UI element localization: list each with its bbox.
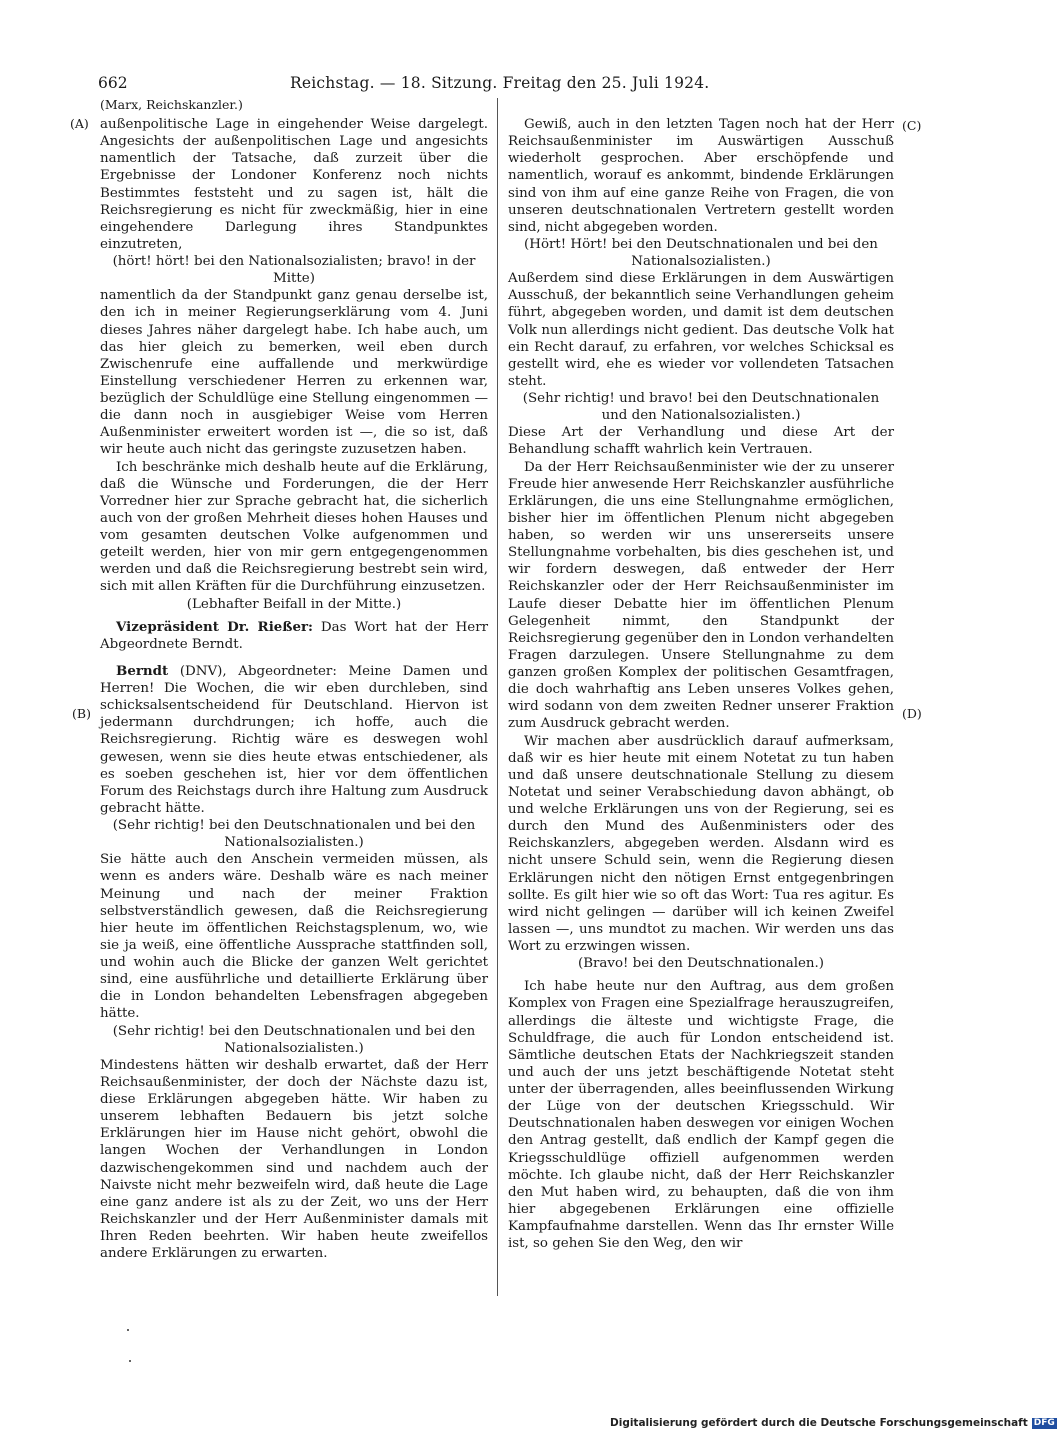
interjection: (Sehr richtig! bei den Deutschnationalen und bei den Nationalsozialisten.) bbox=[112, 1023, 476, 1056]
speaker-name: Berndt bbox=[116, 662, 169, 679]
paragraph: Gewiß, auch in den letzten Tagen noch hat der Herr Reichsaußenminister im Auswärtigen Ausschuß wiederholt gesprochen. Aber erschöpfende und namentlich, worauf es ankommt, bindende Erklärungen sind von ihm auf eine ganze Reihe von Fragen, die von unseren deutschnationalen Vertretern gestellt worden sind, nicht abgegeben worden. bbox=[508, 117, 894, 235]
speaker-continuation-tag: (Marx, Reichskanzler.) bbox=[100, 97, 243, 112]
paragraph: Sie hätte auch den Anschein vermeiden müssen, als wenn es anders wäre. Deshalb wäre es nach meiner Meinung und nach der meiner Fraktion selbstverständlich gewesen, daß die Reichsregierung hier heute im öffentlichen Reichstagsplenum, wo, wie sie ja weiß, eine öffentliche Aussprache stattfinden soll, und wohin auch die Blicke der ganzen Welt gerichtet sind, eine ausführliche und detaillierte Erklärung über die in London behandelten Lebensfragen abgegeben hätte. bbox=[100, 852, 488, 1022]
paragraph-text: Das Wort hat der Herr Abgeordnete Berndt. bbox=[100, 619, 488, 652]
paragraph: Ich habe heute nur den Auftrag, aus dem großen Komplex von Fragen eine Spezialfrage herauszugreifen, allerdings die älteste und wichtigste Frage, die Schuldfrage, die auch für London entscheidend ist. Sämtliche deutschen Etats der Nachkriegszeit standen und auch der uns jetzt beschäftigende Notetat steht unter der überragenden, alles beeinflussenden Wirkung der Lüge von der deutschen Kriegsschuld. Wir Deutschnationalen haben deswegen vor einigen Wochen den Antrag gestellt, daß endlich der Kampf gegen die Kriegsschuldlüge offiziell aufgenommen werden möchte. Ich glaube nicht, daß der Herr Reichskanzler den Mut haben wird, zu behaupten, daß die von ihm hier abgegebenen Erklärungen eine offizielle Kampfaufnahme darstellen. Wenn das Ihr ernster Wille ist, so gehen Sie den Weg, den wir bbox=[508, 979, 894, 1252]
credit-text: Digitalisierung gefördert durch die Deutsche Forschungsgemeinschaft bbox=[610, 1417, 1028, 1429]
paragraph bbox=[100, 619, 488, 653]
page-header bbox=[98, 72, 898, 96]
paragraph: Ich beschränke mich deshalb heute auf die Erklärung, daß die Wünsche und Forderungen, die der Herr Vorredner hier zur Sprache gebracht hat, die sicherlich auch von der großen Mehrheit dieses hohen Hauses und vom gesamten deutschen Volke aufgenommen und geteilt werden, hier von mir gern entgegengenommen werden und daß die Reichsregierung bestrebt sein wird, sich mit allen Kräften für die Durchführung einzusetzen. bbox=[100, 459, 488, 595]
paragraph: namentlich da der Standpunkt ganz genau derselbe ist, den ich in meiner Regierungserklärung vom 4. Juni dieses Jahres näher dargelegt habe. Ich habe auch, um das hier gleich zu bemerken, weil eben durch Zwischenrufe eine auffallende und merkwürdige Einstellung verschiedener Herren zu erkennen war, bezüglich der Schuldlüge eine Stellung eingenommen — die dann noch in ausgiebiger Weise vom Herren Außenminister erweitert worden ist —, die so ist, daß wir heute auch nicht das geringste zuzusetzen haben. bbox=[100, 288, 488, 458]
paragraph: Außerdem sind diese Erklärungen in dem Auswärtigen Ausschuß, der bekanntlich seine Verhandlungen geheim führt, abgegeben worden, und damit ist dem deutschen Volk nun allerdings nicht gedient. Das deutsche Volk hat ein Recht darauf, zu erfahren, vor welches Schicksal es gestellt wird, ehe es wieder vor vollendeten Tatsachen steht. bbox=[508, 271, 894, 389]
digitization-credit bbox=[610, 1417, 1055, 1429]
speaker-name: Vizepräsident Dr. Rießer: bbox=[116, 618, 313, 635]
margin-mark-c: (C) bbox=[902, 118, 922, 133]
dfg-logo: DFG bbox=[1033, 1417, 1055, 1428]
paragraph: Diese Art der Verhandlung und diese Art der Behandlung schafft wahrlich kein Vertrauen. bbox=[508, 425, 894, 458]
paragraph-text: (DNV), Abgeordneter: Meine Damen und Herren! Die Wochen, die wir eben durchleben, sind schicksalsentscheidend für Deutschland. Hiervon ist jedermann durchdrungen; ich hoffe, auch die Reichsregierung. Richtig wäre es deswegen wohl gewesen, wenn sie dies heute etwas entschiedener, als es soeben geschehen ist, hier vor dem öffentlichen Forum des Reichstags durch ihre Haltung zum Ausdruck gebracht hätte. bbox=[100, 663, 488, 816]
paragraph: außenpolitische Lage in eingehender Weise dargelegt. Angesichts der außenpolitischen Lage und angesichts namentlich der Tatsache, daß zurzeit über die Ergebnisse der Londoner Konferenz noch nichts Bestimmtes feststeht und zu sagen ist, hält die Reichsregierung es nicht für zweckmäßig, hier in eine eingehendere Darlegung ihres Standpunktes einzutreten, bbox=[100, 117, 488, 252]
page-number: 662 bbox=[98, 74, 128, 92]
left-column bbox=[100, 116, 488, 1262]
interjection: (Bravo! bei den Deutschnationalen.) bbox=[577, 956, 825, 972]
margin-mark-d: (D) bbox=[902, 706, 922, 721]
paragraph: Da der Herr Reichsaußenminister wie der zu unserer Freude hier anwesende Herr Reichskanzler ausführliche Erklärungen, die uns eine Stellungnahme ermöglichen, bisher hier im öffentlichen Plenum nicht abgegeben haben, so werden wir uns unsererseits unsere Stellungnahme vorbehalten, bis dies geschehen ist, und wir fordern deswegen, daß entweder der Herr Reichskanzler oder der Herr Reichsaußenminister im Laufe dieser Debatte hier im öffentlichen Plenum Gelegenheit nimmt, den Standpunkt der Reichsregierung gegenüber den in London verhandelten Fragen darzulegen. Unsere Stellungnahme zu dem ganzen großen Komplex der politischen Gesamtfragen, die doch wahrhaftig ans Leben unseres Volkes gehen, wird sodann von dem zweiten Redner unserer Fraktion zum Ausdruck gebracht werden. bbox=[508, 459, 894, 732]
column-divider bbox=[497, 98, 498, 1296]
paragraph: Wir machen aber ausdrücklich darauf aufmerksam, daß wir es hier heute mit einem Notetat zu tun haben und daß unsere deutschnationale Stellung zu diesem Notetat und seiner Verabschiedung davon abhängt, ob und welche Erklärungen uns von der Regierung, sei es durch den Mund des Außenministers oder des Reichskanzlers, abgegeben werden. Alsdann wird es nicht unsere Schuld sein, wenn die Regierung diesen Erklärungen nicht den nötigen Ernst entgegenbringen sollte. Es gilt hier wie so oft das Wort: Tua res agitur. Es wird nicht gelingen — darüber will ich keinen Zweifel lassen —, uns mundtot zu machen. Wir werden uns das Wort zu erzwingen wissen. bbox=[508, 733, 894, 954]
interjection: (Sehr richtig! bei den Deutschnationalen und bei den Nationalsozialisten.) bbox=[112, 818, 476, 851]
page-running-title: Reichstag. — 18. Sitzung. Freitag den 25. Juli 1924. bbox=[290, 74, 710, 92]
margin-mark-b: (B) bbox=[72, 706, 91, 721]
interjection: (Sehr richtig! und bravo! bei den Deutschnationalen und den Nationalsozialisten.) bbox=[522, 391, 880, 424]
interjection: (Hört! Hört! bei den Deutschnationalen und bei den Nationalsozialisten.) bbox=[524, 236, 878, 269]
interjection: (hört! hört! bei den Nationalsozialisten; bravo! in der Mitte) bbox=[112, 254, 476, 287]
print-speck bbox=[127, 1329, 129, 1331]
paragraph: Mindestens hätten wir deshalb erwartet, daß der Herr Reichsaußenminister, der doch der Nächste dazu ist, diese Erklärungen abgegeben hätte. Wir haben zu unserem lebhaften Bedauern bis jetzt solche Erklärungen hier im Hause nicht gehört, obwohl die langen Wochen der Verhandlungen in London dazwischengekommen sind und nachdem auch der Naivste nicht mehr bezweifeln wird, daß heute die Lage eine ganz andere ist als zu der Zeit, wo uns der Herr Reichskanzler und der Herr Außenminister damals mit Ihren Reden beehrten. Wir haben heute zweifellos andere Erklärungen zu erwarten. bbox=[100, 1057, 488, 1262]
interjection: (Lebhafter Beifall in der Mitte.) bbox=[186, 596, 402, 612]
paragraph bbox=[100, 663, 488, 817]
print-speck bbox=[129, 1360, 131, 1362]
margin-mark-a: (A) bbox=[70, 116, 89, 131]
right-column bbox=[508, 116, 894, 1252]
